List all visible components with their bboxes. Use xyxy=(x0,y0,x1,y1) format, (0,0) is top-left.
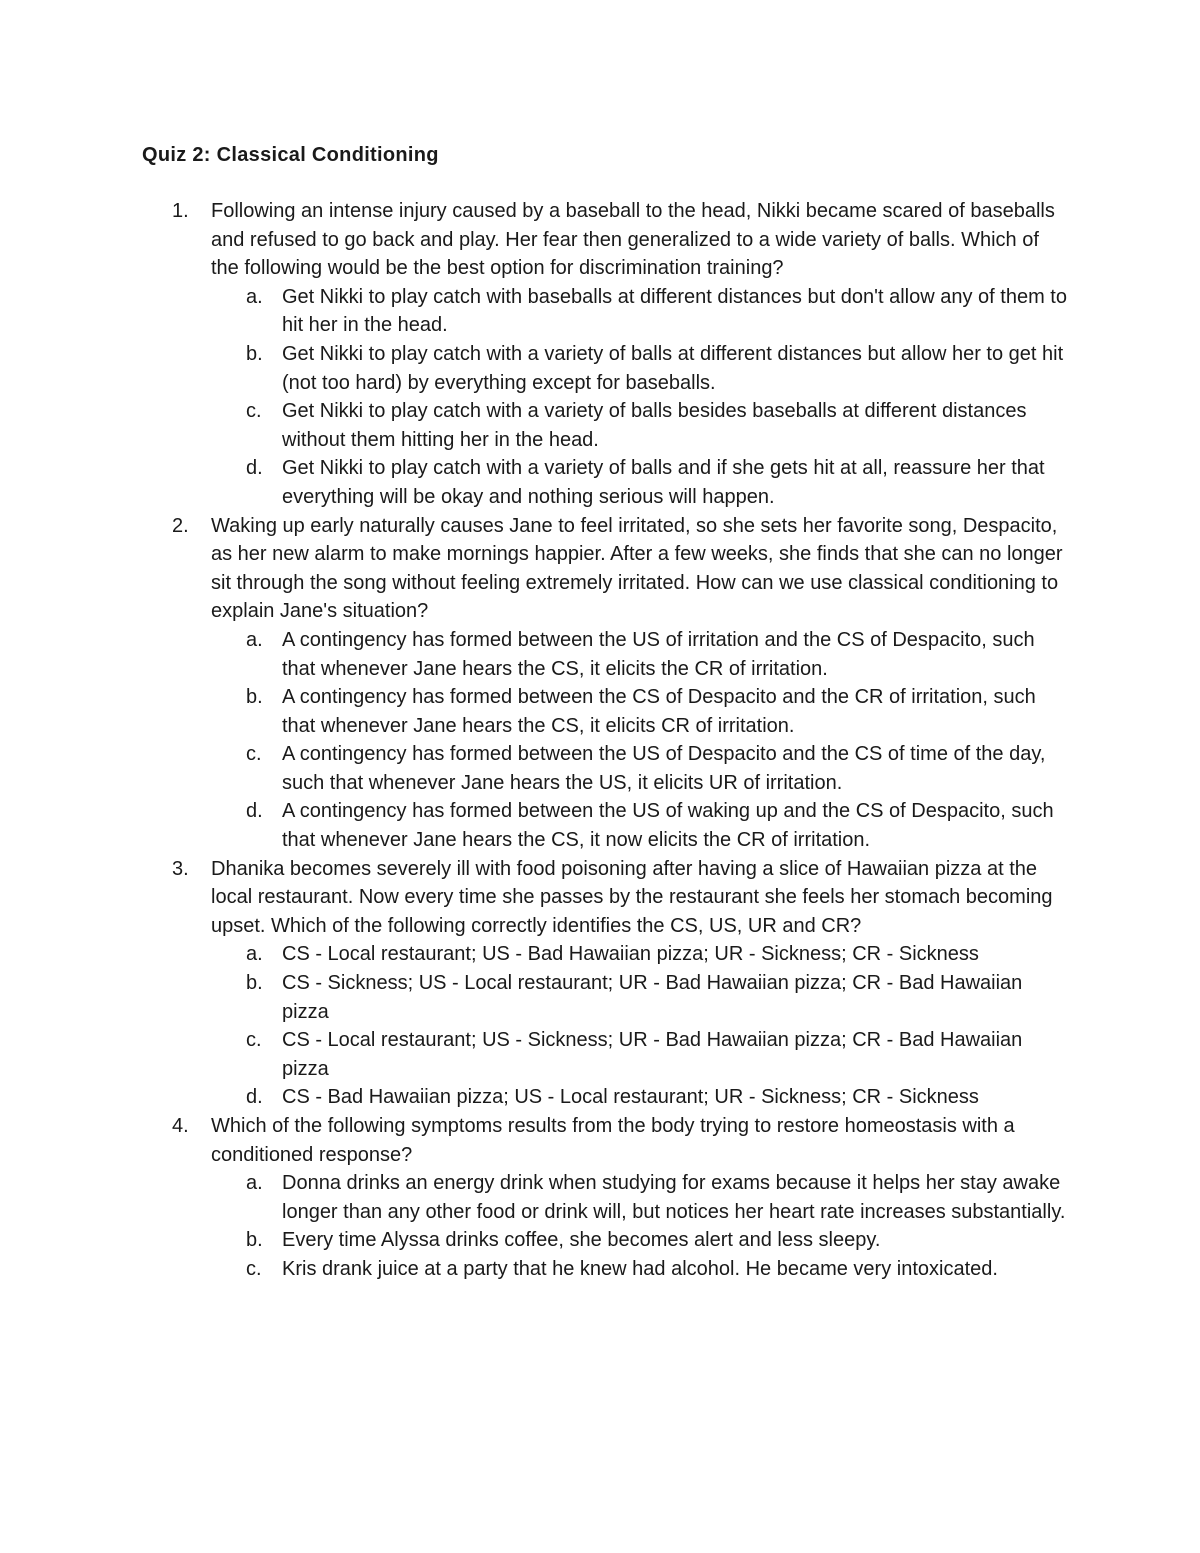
question-item xyxy=(0,197,1071,512)
answer-option xyxy=(211,1226,1072,1255)
option-letter: c. xyxy=(246,743,262,766)
answer-options xyxy=(211,1169,1071,1283)
answer-option xyxy=(211,1255,1072,1284)
quiz-title: Quiz 2: Classical Conditioning xyxy=(142,144,439,166)
answer-options xyxy=(211,626,1071,855)
option-letter: d. xyxy=(246,457,263,480)
option-letter: c. xyxy=(246,400,262,423)
option-text: Get Nikki to play catch with a variety of balls at different distances but allow her to get hit (not too hard) by everything except for baseballs. xyxy=(282,342,1064,394)
option-text: CS - Bad Hawaiian pizza; US - Local restaurant; UR - Sickness; CR - Sickness xyxy=(282,1086,979,1109)
option-letter: b. xyxy=(246,342,263,365)
option-text: CS - Local restaurant; US - Bad Hawaiian pizza; UR - Sickness; CR - Sickness xyxy=(282,943,979,966)
answer-option xyxy=(211,1169,1072,1226)
option-letter: b. xyxy=(246,1229,263,1252)
question-item xyxy=(0,855,1071,1112)
option-text: Every time Alyssa drinks coffee, she becomes alert and less sleepy. xyxy=(282,1229,881,1252)
answer-options xyxy=(211,283,1071,512)
answer-option xyxy=(211,397,1072,454)
answer-option xyxy=(211,969,1072,1026)
question-item xyxy=(0,1112,1071,1284)
option-letter: c. xyxy=(246,1257,262,1280)
option-text: Get Nikki to play catch with baseballs at different distances but don't allow any of them to hit her in the head. xyxy=(282,285,1067,337)
option-text: CS - Local restaurant; US - Sickness; UR - Bad Hawaiian pizza; CR - Bad Hawaiian pizza xyxy=(282,1029,1023,1080)
option-letter: c. xyxy=(246,1029,262,1052)
option-letter: a. xyxy=(246,628,263,651)
answer-option xyxy=(211,1026,1072,1083)
answer-option xyxy=(211,683,1072,740)
question-list xyxy=(0,197,1200,1284)
option-text: A contingency has formed between the US of irritation and the CS of Despacito, such that whenever Jane hears the CS, it elicits the CR of irritation. xyxy=(282,628,1035,680)
question-number: 3. xyxy=(172,857,189,880)
option-letter: d. xyxy=(246,1086,263,1109)
answer-option xyxy=(211,340,1072,397)
question-number: 1. xyxy=(172,200,189,222)
option-text: Get Nikki to play catch with a variety of balls and if she gets hit at all, reassure her that everything will be okay and nothing serious will happen. xyxy=(282,457,1045,508)
option-text: A contingency has formed between the CS of Despacito and the CR of irritation, such that whenever Jane hears the CS, it elicits CR of irritation. xyxy=(282,686,1036,737)
answer-option xyxy=(211,940,1072,969)
answer-options xyxy=(211,940,1071,1112)
option-letter: b. xyxy=(246,972,263,995)
question-text: Which of the following symptoms results from the body trying to restore homeostasis with a conditioned response? xyxy=(211,1115,1015,1166)
question-text: Following an intense injury caused by a baseball to the head, Nikki became scared of baseballs and refused to go back and play. Her fear then generalized to a wide variety of balls. Which of the following would be the best option for discrimination training? xyxy=(211,200,1055,280)
option-letter: a. xyxy=(246,943,263,966)
option-letter: b. xyxy=(246,686,263,709)
option-text: Donna drinks an energy drink when studying for exams because it helps her stay awake longer than any other food or drink will, but notices her heart rate increases substantially. xyxy=(282,1172,1066,1223)
option-letter: d. xyxy=(246,800,263,823)
option-text: A contingency has formed between the US of Despacito and the CS of time of the day, such that whenever Jane hears the US, it elicits UR of irritation. xyxy=(282,743,1046,794)
option-letter: a. xyxy=(246,285,263,308)
question-text: Dhanika becomes severely ill with food poisoning after having a slice of Hawaiian pizza at the local restaurant. Now every time she passes by the restaurant she feels her stomach becoming upset. Which of the following correctly identifies the CS, US, UR and CR? xyxy=(211,857,1053,937)
option-text: CS - Sickness; US - Local restaurant; UR - Bad Hawaiian pizza; CR - Bad Hawaiian pizza xyxy=(282,972,1023,1023)
option-text: Get Nikki to play catch with a variety of balls besides baseballs at different distances without them hitting her in the head. xyxy=(282,400,1027,451)
option-letter: a. xyxy=(246,1172,263,1195)
question-item xyxy=(0,512,1071,855)
answer-option xyxy=(211,454,1072,511)
answer-option xyxy=(211,626,1072,683)
option-text: Kris drank juice at a party that he knew had alcohol. He became very intoxicated. xyxy=(282,1257,998,1280)
option-text: A contingency has formed between the US of waking up and the CS of Despacito, such that whenever Jane hears the CS, it now elicits the CR of irritation. xyxy=(282,800,1054,852)
question-number: 4. xyxy=(172,1115,189,1137)
question-number: 2. xyxy=(172,514,189,537)
answer-option xyxy=(211,740,1072,797)
answer-option xyxy=(211,797,1072,854)
question-text: Waking up early naturally causes Jane to feel irritated, so she sets her favorite song, Despacito, as her new alarm to make mornings happier. After a few weeks, she finds that she can no longer sit through the song without feeling extremely irritated. How can we use classical conditioning to explain Jane's situation? xyxy=(211,514,1063,623)
answer-option xyxy=(211,1083,1072,1112)
answer-option xyxy=(211,283,1072,340)
